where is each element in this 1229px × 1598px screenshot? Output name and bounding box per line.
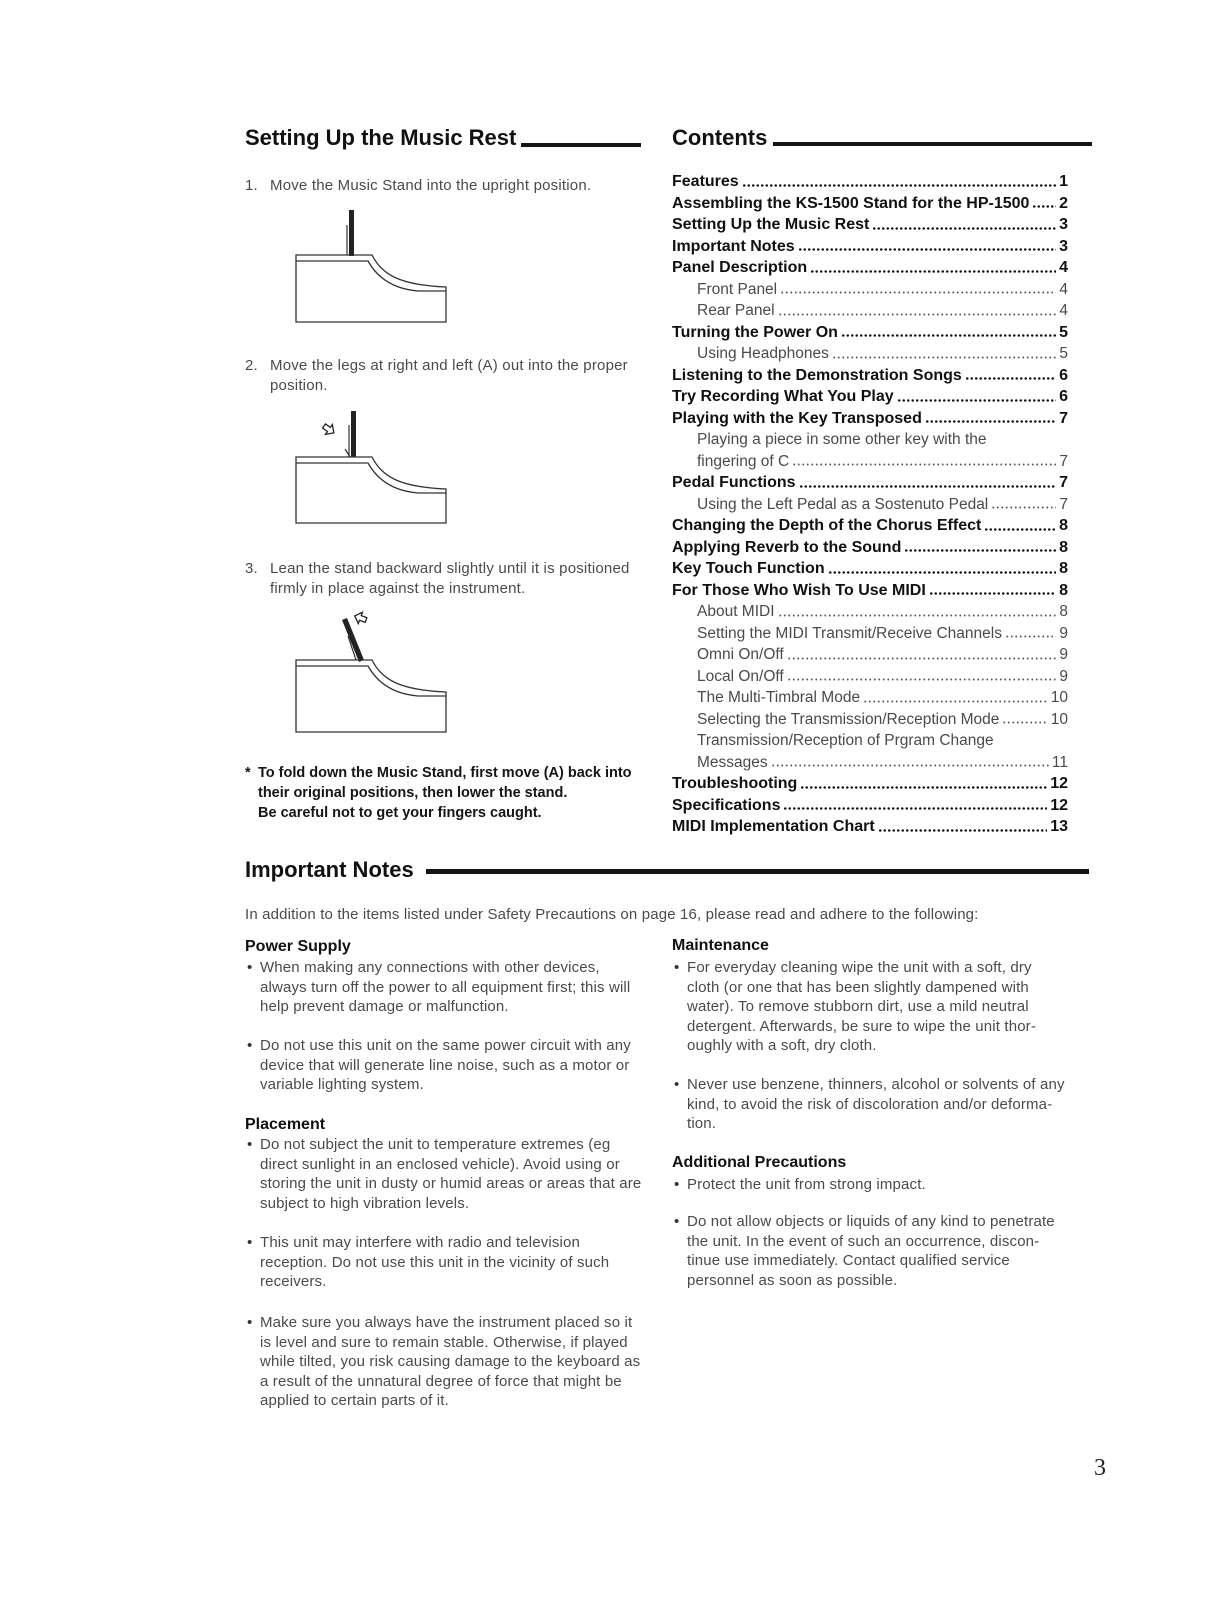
dot-leader: [841, 334, 1056, 337]
toc-line: [672, 236, 1068, 258]
toc-label: fingering of C: [697, 452, 790, 470]
bullet-line: When making any connections with other devices,: [260, 959, 600, 976]
bullet-text: [260, 1036, 631, 1095]
diagram-legs-out: [290, 405, 460, 530]
toc-page-number: 4: [1059, 302, 1068, 319]
bullet-icon: •: [247, 1234, 253, 1251]
toc-page-number: 3: [1059, 216, 1068, 233]
toc-page-number: 8: [1059, 560, 1068, 577]
toc-label: Selecting the Transmission/Reception Mode: [697, 710, 1000, 728]
music-stand: [345, 411, 356, 457]
piano-body-outline: [296, 457, 446, 523]
toc-label: Local On/Off: [697, 667, 784, 685]
dot-leader: [787, 678, 1057, 681]
bullet-line: Make sure you always have the instrument placed so it: [260, 1314, 633, 1331]
toc-label: Troubleshooting: [672, 775, 798, 792]
dot-leader: [1032, 205, 1056, 208]
piano-body-outline: [296, 660, 446, 732]
toc-page-number: 8: [1059, 603, 1068, 620]
toc-page-number: 7: [1059, 452, 1068, 470]
dot-leader: [800, 786, 1047, 789]
toc-label: Playing with the Key Transposed: [672, 409, 922, 427]
toc-subentry: [672, 601, 1068, 623]
bullet-line: Protect the unit from strong impact.: [687, 1176, 926, 1193]
toc-page-number: 8: [1059, 538, 1068, 556]
toc-page-number: 10: [1050, 710, 1068, 728]
arrow-icon: [321, 421, 338, 438]
dot-leader: [778, 614, 1057, 617]
toc-line: [672, 171, 1068, 193]
toc-line: [672, 322, 1068, 344]
toc-label: Panel Description: [672, 259, 808, 276]
bullet-text: [260, 1135, 641, 1213]
bullet-line: variable lighting system.: [260, 1076, 424, 1094]
toc-line: [672, 193, 1068, 215]
toc-line: [672, 537, 1068, 559]
toc-label: Changing the Depth of the Chorus Effect: [672, 517, 982, 534]
toc-line: [672, 472, 1068, 494]
dot-leader: [925, 420, 1056, 423]
contents-heading-rule: [773, 142, 1092, 146]
bullet-icon: •: [674, 1213, 680, 1230]
step-number: 3.: [245, 560, 258, 577]
toc-subentry: [672, 279, 1068, 301]
note-text: [258, 763, 645, 823]
toc-line: [672, 687, 1068, 709]
dot-leader: [832, 356, 1057, 359]
bullet-line: oughly with a soft, dry cloth.: [687, 1037, 877, 1055]
toc-page-number: 11: [1051, 753, 1068, 771]
bullet-line: This unit may interfere with radio and television: [260, 1234, 580, 1251]
toc-page-number: 4: [1059, 259, 1068, 276]
note-asterisk: *: [245, 765, 251, 781]
dot-leader: [742, 184, 1056, 187]
toc-subentry: [672, 623, 1068, 645]
bullet-line: water). To remove stubborn dirt, use a mild neutral: [687, 998, 1029, 1016]
toc-entry: [672, 408, 1068, 430]
bullet-text: [687, 1175, 926, 1195]
toc-line: [672, 408, 1068, 430]
dot-leader: [897, 399, 1056, 402]
toc-page-number: 9: [1059, 624, 1068, 642]
toc-entry: [672, 257, 1068, 279]
contents-heading: Contents: [672, 125, 768, 150]
dot-leader: [1002, 721, 1047, 724]
bullet-line: a result of the unnatural degree of force that might be: [260, 1372, 622, 1390]
toc-label: Transmission/Reception of Prgram Change: [697, 732, 994, 749]
bullet-text: [687, 1212, 1055, 1290]
toc-line: [672, 795, 1068, 817]
toc-label: Turning the Power On: [672, 323, 838, 341]
toc-subentry: [672, 343, 1068, 365]
music-rest-heading: Setting Up the Music Rest: [245, 125, 517, 150]
dot-leader: [799, 485, 1057, 488]
piano-body-outline: [296, 255, 446, 322]
toc-entry: [672, 515, 1068, 537]
dot-leader: [783, 807, 1047, 810]
dot-leader: [810, 270, 1056, 273]
toc-subentry: [672, 687, 1068, 709]
toc-page-number: 8: [1059, 517, 1068, 534]
toc-entry: [672, 214, 1068, 236]
toc-subentry: [672, 666, 1068, 688]
bullet-line: Do not allow objects or liquids of any kind to penetrate: [687, 1213, 1055, 1230]
step-number: 2.: [245, 357, 258, 374]
bullet-line: personnel as soon as possible.: [687, 1271, 898, 1289]
bullet-text: [260, 1313, 640, 1411]
toc-line: [672, 558, 1068, 580]
bullet-line: Do not subject the unit to temperature extremes (eg: [260, 1136, 611, 1153]
toc-page-number: 4: [1059, 280, 1068, 298]
toc-page-number: 13: [1050, 818, 1068, 835]
toc-entry: [672, 193, 1068, 215]
toc-page-number: 5: [1059, 345, 1068, 362]
toc-entry: [672, 773, 1068, 795]
toc-line: [672, 580, 1068, 602]
diagram-stand-upright: [290, 205, 460, 330]
toc-subentry: [672, 644, 1068, 666]
maintenance-heading: Maintenance: [672, 937, 769, 954]
toc-label: Omni On/Off: [697, 646, 784, 663]
bullet-line: subject to high vibration levels.: [260, 1194, 470, 1212]
toc-label: Pedal Functions: [672, 474, 796, 491]
toc-line: [672, 451, 1068, 473]
note-line: To fold down the Music Stand, first move (A) back into: [258, 765, 632, 781]
step-3: [245, 559, 645, 598]
toc-line: [672, 386, 1068, 408]
bullet-text: [260, 1233, 609, 1292]
toc-entry: [672, 580, 1068, 602]
bullet-line: direct sunlight in an enclosed vehicle). Avoid using or: [260, 1155, 620, 1173]
toc-entry: [672, 322, 1068, 344]
toc-line: [672, 343, 1068, 365]
important-notes-heading: Important Notes: [245, 857, 414, 882]
toc-label: Setting Up the Music Rest: [672, 216, 870, 233]
toc-page-number: 2: [1059, 194, 1068, 212]
toc-label: Key Touch Function: [672, 560, 825, 577]
toc-page-number: 7: [1059, 474, 1068, 491]
step-2: [245, 356, 645, 395]
dot-leader: [778, 313, 1057, 316]
toc-entry: [672, 472, 1068, 494]
toc-line: [672, 752, 1068, 774]
dot-leader: [771, 764, 1049, 767]
toc-subentry: [672, 429, 1068, 472]
bullet-line: applied to certain parts of it.: [260, 1392, 449, 1410]
bullet-line: while tilted, you risk causing damage to the keyboard as: [260, 1353, 641, 1371]
toc-page-number: 5: [1059, 323, 1068, 341]
dot-leader: [872, 227, 1056, 230]
dot-leader: [787, 657, 1057, 660]
arrow-icon: [353, 610, 368, 625]
page-number: 3: [1094, 1455, 1106, 1481]
toc-label: The Multi-Timbral Mode: [697, 689, 861, 706]
toc-line: [672, 214, 1068, 236]
bullet-line: tinue use immediately. Contact qualified service: [687, 1252, 1010, 1270]
toc-label: About MIDI: [697, 603, 775, 620]
toc-page-number: 8: [1059, 581, 1068, 599]
toc-entry: [672, 236, 1068, 258]
bullet-line: always turn off the power to all equipment first; this will: [260, 978, 631, 996]
toc-line: [672, 709, 1068, 731]
toc-line: [672, 300, 1068, 322]
toc-line: [672, 257, 1068, 279]
toc-line: [672, 279, 1068, 301]
diagram-stand-leaned: [290, 606, 460, 736]
step-text: [270, 559, 645, 598]
toc-page-number: 12: [1050, 775, 1068, 792]
bullet-line: cloth (or one that has been slightly dampened with: [687, 978, 1029, 996]
dot-leader: [878, 829, 1048, 832]
toc-label: MIDI Implementation Chart: [672, 818, 875, 835]
step-line: Lean the stand backward slightly until it is positioned: [270, 560, 630, 577]
toc-label: Using the Left Pedal as a Sostenuto Pedal: [697, 495, 989, 513]
bullet-line: For everyday cleaning wipe the unit with a soft, dry: [687, 959, 1032, 976]
bullet-text: [687, 958, 1036, 1056]
dot-leader: [792, 463, 1056, 466]
important-notes-intro: In addition to the items listed under Safety Precautions on page 16, please read and adhere to the following:: [245, 906, 979, 923]
bullet-icon: •: [674, 1176, 680, 1193]
toc-page-number: 10: [1050, 689, 1068, 706]
dot-leader: [984, 528, 1056, 531]
step-line: position.: [270, 376, 328, 394]
step-number: 1.: [245, 177, 258, 194]
toc-page-number: 7: [1059, 409, 1068, 427]
bullet-icon: •: [247, 959, 253, 976]
toc-label: Messages: [697, 753, 768, 771]
bullet-text: [687, 1075, 1065, 1134]
bullet-line: storing the unit in dusty or humid areas or areas that are: [260, 1175, 642, 1193]
toc-line: [672, 429, 1068, 451]
bullet-text: [260, 958, 630, 1017]
power-supply-heading: Power Supply: [245, 938, 351, 955]
toc-line: [672, 773, 1068, 795]
bullet-line: is level and sure to remain stable. Otherwise, if played: [260, 1333, 628, 1351]
music-stand: [347, 210, 354, 256]
toc-page-number: 6: [1059, 366, 1068, 384]
bullet-icon: •: [247, 1037, 253, 1054]
toc-label: Playing a piece in some other key with the: [697, 431, 987, 448]
bullet-line: tion.: [687, 1115, 717, 1133]
toc-page-number: 7: [1059, 495, 1068, 513]
toc-entry: [672, 386, 1068, 408]
toc-page-number: 9: [1059, 646, 1068, 663]
toc-subentry: [672, 494, 1068, 516]
toc-label: Rear Panel: [697, 302, 775, 319]
toc-label: Applying Reverb to the Sound: [672, 538, 902, 556]
note-line: their original positions, then lower the stand.: [258, 785, 568, 801]
toc-line: [672, 365, 1068, 387]
table-of-contents: [672, 171, 1068, 838]
toc-page-number: 9: [1059, 667, 1068, 685]
toc-entry: [672, 537, 1068, 559]
bullet-icon: •: [674, 1076, 680, 1093]
toc-label: Features: [672, 173, 739, 190]
toc-label: Using Headphones: [697, 345, 829, 362]
bullet-line: detergent. Afterwards, be sure to wipe the unit thor-: [687, 1017, 1036, 1035]
toc-page-number: 1: [1059, 173, 1068, 190]
bullet-line: help prevent damage or malfunction.: [260, 998, 509, 1016]
step-1: [245, 176, 645, 196]
dot-leader: [904, 549, 1056, 552]
step-text: [270, 356, 645, 395]
bullet-line: the unit. In the event of such an occurrence, discon-: [687, 1232, 1040, 1250]
step-text: [270, 176, 645, 196]
bullet-icon: •: [247, 1314, 253, 1331]
toc-page-number: 6: [1059, 388, 1068, 405]
toc-subentry: [672, 300, 1068, 322]
music-rest-heading-rule: [521, 143, 641, 147]
dot-leader: [929, 592, 1056, 595]
toc-label: For Those Who Wish To Use MIDI: [672, 581, 926, 599]
bullet-line: reception. Do not use this unit in the vicinity of such: [260, 1253, 610, 1271]
bullet-line: receivers.: [260, 1273, 327, 1291]
step-line: Move the Music Stand into the upright position.: [270, 177, 592, 194]
bullet-line: device that will generate line noise, such as a motor or: [260, 1056, 630, 1074]
toc-label: Listening to the Demonstration Songs: [672, 366, 962, 384]
additional-precautions-heading: Additional Precautions: [672, 1154, 847, 1171]
toc-label: Specifications: [672, 796, 781, 814]
dot-leader: [863, 700, 1048, 703]
bullet-line: Never use benzene, thinners, alcohol or solvents of any: [687, 1076, 1065, 1093]
toc-label: Important Notes: [672, 237, 795, 255]
toc-entry: [672, 816, 1068, 838]
toc-entry: [672, 365, 1068, 387]
toc-label: Setting the MIDI Transmit/Receive Channels: [697, 624, 1002, 642]
toc-line: [672, 816, 1068, 838]
toc-entry: [672, 558, 1068, 580]
toc-label: Try Recording What You Play: [672, 388, 894, 405]
dot-leader: [798, 248, 1056, 251]
toc-line: [672, 601, 1068, 623]
bullet-icon: •: [247, 1136, 253, 1153]
toc-subentry: [672, 730, 1068, 773]
dot-leader: [991, 506, 1056, 509]
toc-line: [672, 494, 1068, 516]
step-line: firmly in place against the instrument.: [270, 579, 526, 597]
dot-leader: [965, 377, 1056, 380]
dot-leader: [780, 291, 1056, 294]
toc-line: [672, 515, 1068, 537]
toc-page-number: 3: [1059, 237, 1068, 255]
dot-leader: [828, 571, 1057, 574]
placement-heading: Placement: [245, 1116, 326, 1133]
toc-line: [672, 730, 1068, 752]
step-line: Move the legs at right and left (A) out into the proper: [270, 357, 628, 374]
toc-line: [672, 644, 1068, 666]
bullet-line: Do not use this unit on the same power circuit with any: [260, 1037, 631, 1054]
fold-down-note: [245, 763, 645, 823]
toc-entry: [672, 795, 1068, 817]
toc-label: Assembling the KS-1500 Stand for the HP-1500: [672, 194, 1030, 212]
toc-line: [672, 666, 1068, 688]
bullet-icon: •: [674, 959, 680, 976]
toc-entry: [672, 171, 1068, 193]
toc-page-number: 12: [1050, 796, 1068, 814]
important-notes-heading-rule: [426, 869, 1089, 874]
toc-label: Front Panel: [697, 280, 778, 298]
toc-subentry: [672, 709, 1068, 731]
note-line: Be careful not to get your fingers caught.: [258, 805, 542, 821]
music-stand: [342, 618, 364, 662]
bullet-line: kind, to avoid the risk of discoloration and/or deforma-: [687, 1095, 1053, 1113]
toc-line: [672, 623, 1068, 645]
dot-leader: [1005, 635, 1056, 638]
